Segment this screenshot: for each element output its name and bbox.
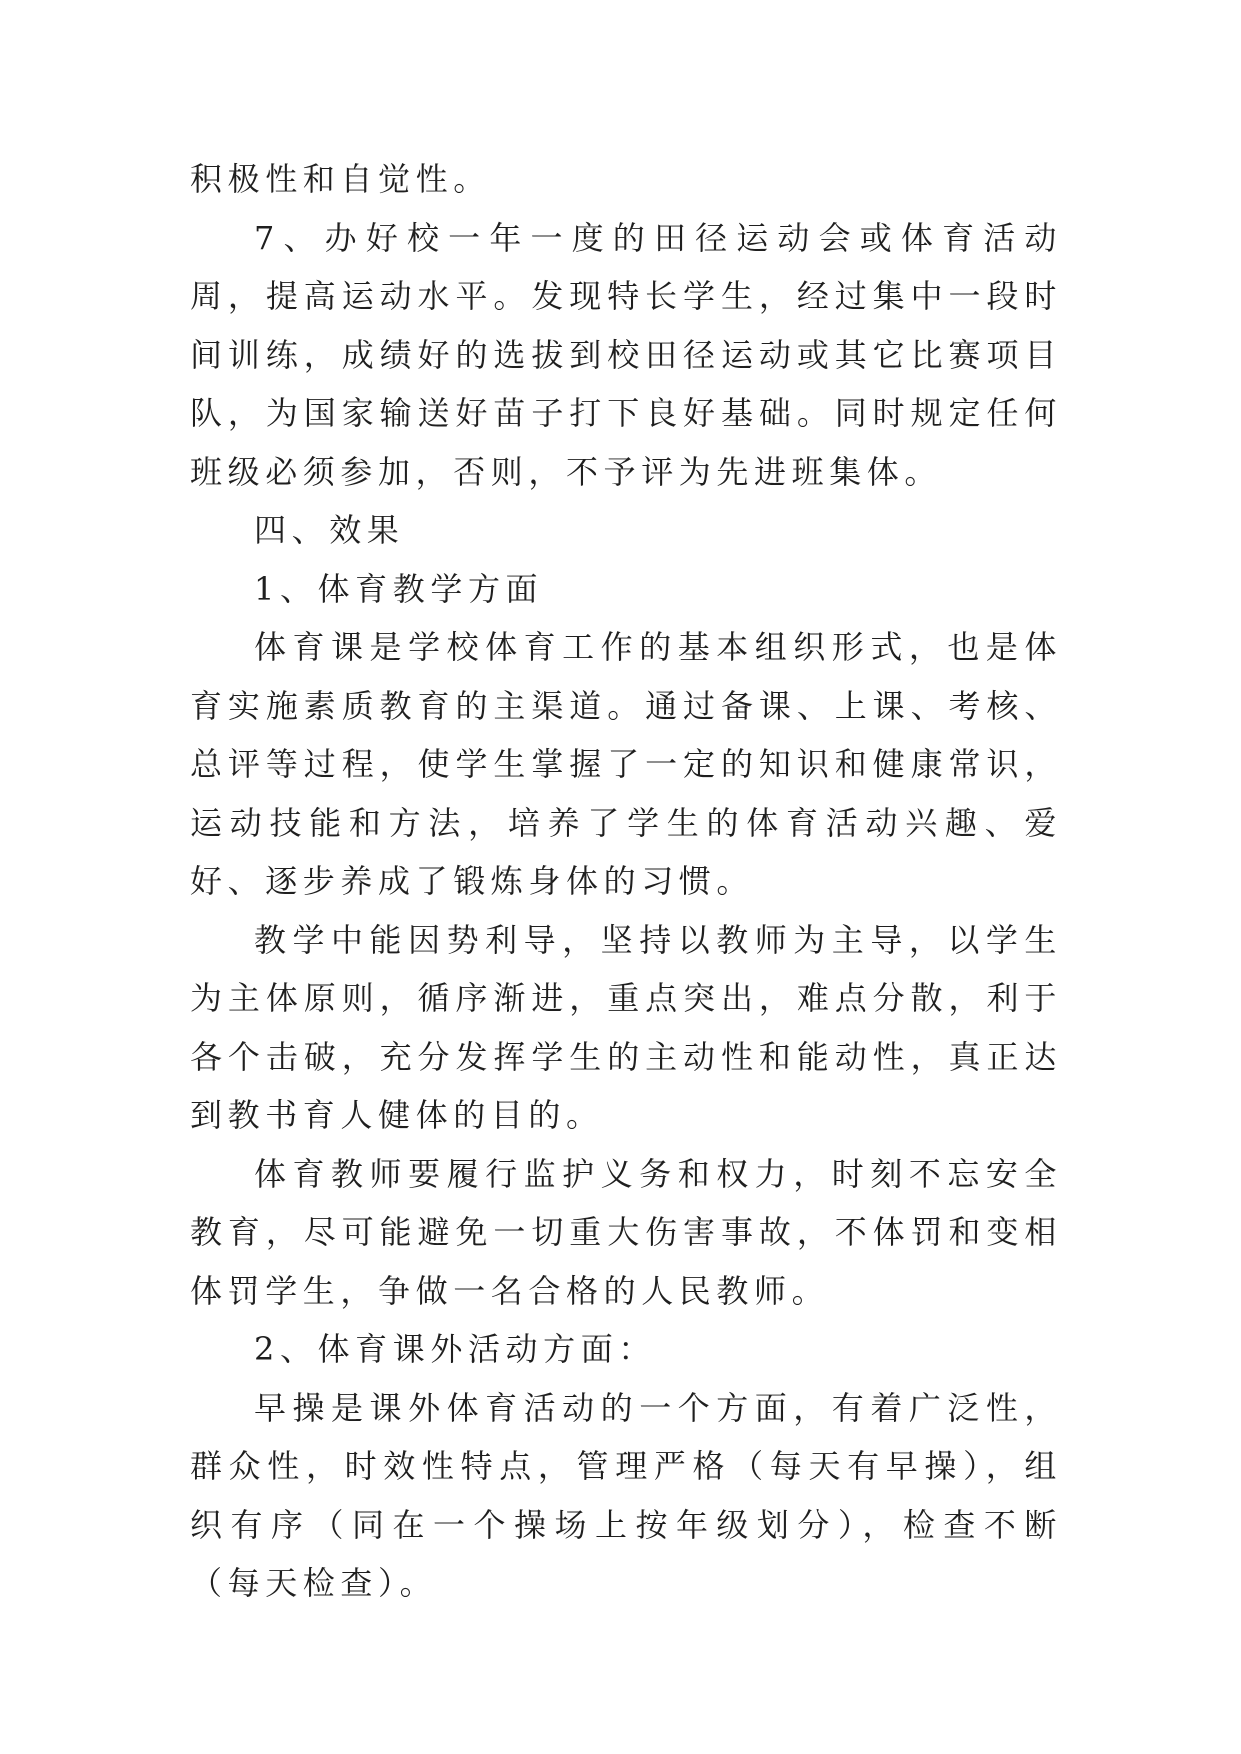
- paragraph-teacher-duty: 体育教师要履行监护义务和权力，时刻不忘安全教育，尽可能避免一切重大伤害事故，不体罚和变相体罚学生，争做一名合格的人民教师。: [190, 1154, 1062, 1310]
- paragraph-pe-class: 体育课是学校体育工作的基本组织形式，也是体育实施素质教育的主渠道。通过备课、上课、考核、总评等过程，使学生掌握了一定的知识和健康常识，运动技能和方法，培养了学生的体育活动兴趣、爱好、逐步养成了锻炼身体的习惯。: [190, 628, 1062, 900]
- paragraph-continuation: 积极性和自觉性。: [190, 160, 491, 198]
- document-body: [190, 150, 1062, 1613]
- paragraph-teaching-method: 教学中能因势利导，坚持以教师为主导，以学生为主体原则，循序渐进，重点突出，难点分散，利于各个击破，充分发挥学生的主动性和能动性，真正达到教书育人健体的目的。: [190, 920, 1062, 1134]
- paragraph-item-7: 7、办好校一年一度的田径运动会或体育活动周，提高运动水平。发现特长学生，经过集中一段时间训练，成绩好的选拔到校田径运动或其它比赛项目队，为国家输送好苗子打下良好基础。同时规定任何班级必须参加，否则，不予评为先进班集体。: [190, 218, 1062, 491]
- subheading-extracurricular: 2、体育课外活动方面：: [254, 1330, 656, 1368]
- paragraph-morning-exercise: 早操是课外体育活动的一个方面，有着广泛性，群众性，时效性特点，管理严格（每天有早操），组织有序（同在一个操场上按年级划分），检查不断（每天检查）。: [190, 1388, 1062, 1602]
- section-heading-effects: 四、效果: [254, 511, 405, 549]
- subheading-teaching: 1、体育教学方面: [254, 569, 544, 608]
